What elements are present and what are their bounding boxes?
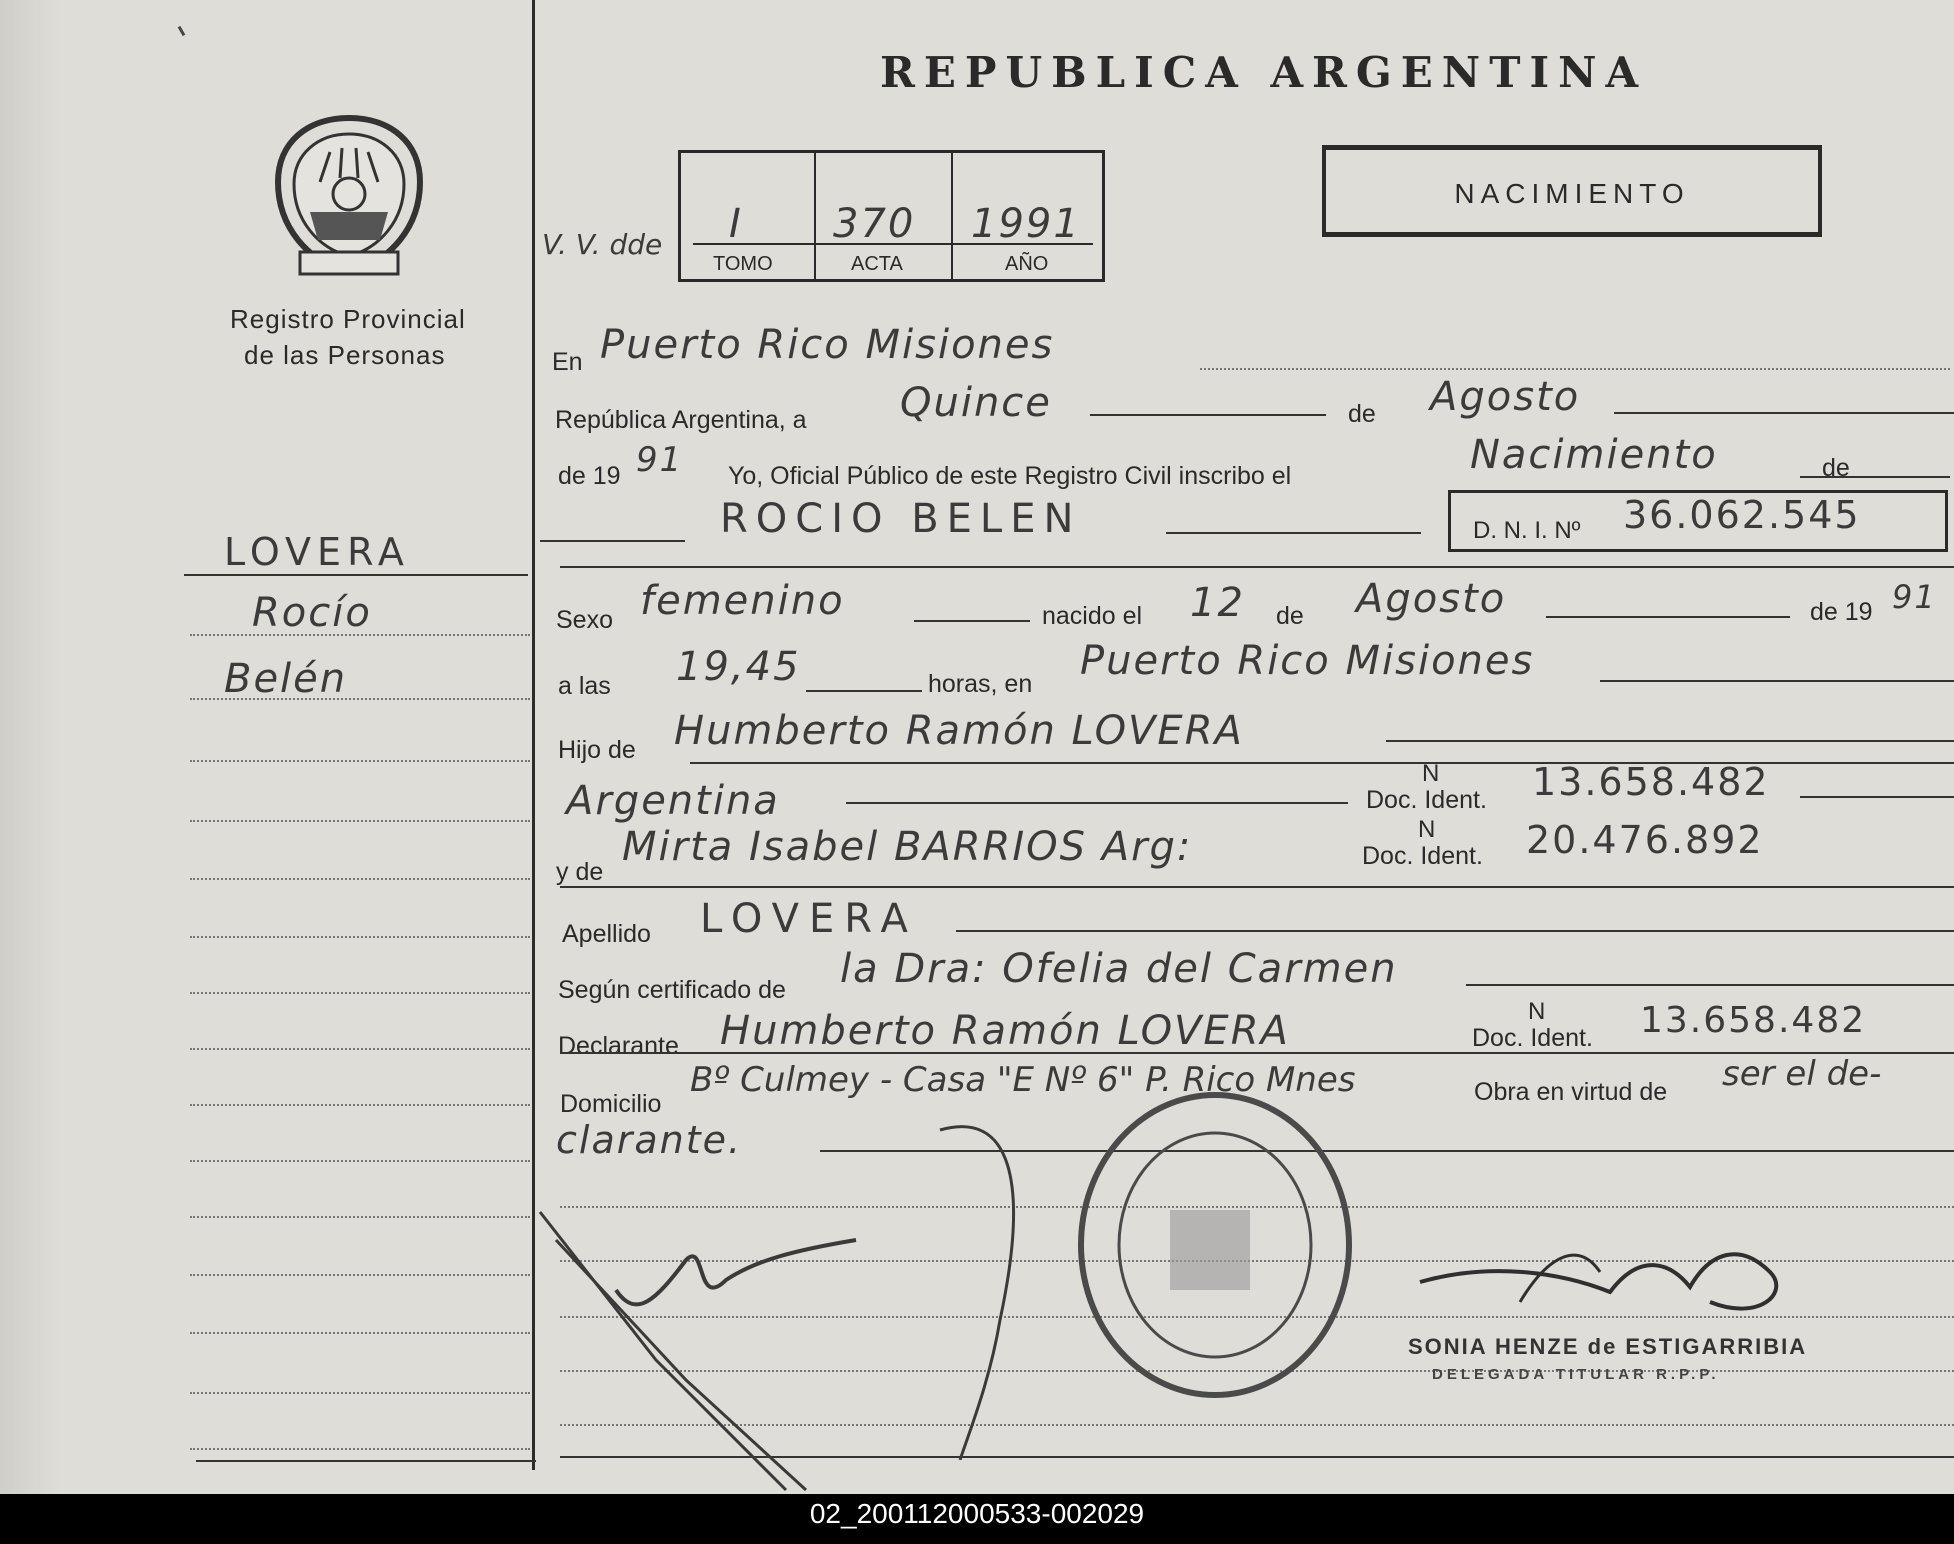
child-name-value: ROCIO BELEN [720,496,1082,542]
officer-title: DELEGADA TITULAR R.P.P. [1432,1366,1720,1383]
segun-label: Según certificado de [558,976,786,1004]
registry-line-1: Registro Provincial [230,304,466,334]
obra-value-2: clarante. [556,1118,743,1162]
hijo-label: Hijo de [558,736,636,764]
domicilio-value: Bº Culmey - Casa "E Nº 6" P. Rico Mnes [690,1060,1356,1100]
birth-day-value: 12 [1190,580,1245,626]
republica-label: República Argentina, a [555,406,807,434]
officer-signature [1410,1232,1810,1347]
country-title: REPUBLICA ARGENTINA [880,48,1648,97]
official-stamp [1070,1080,1360,1415]
alas-label: a las [558,672,611,700]
pen-stroke-icon [920,1100,1040,1460]
officer-name: SONIA HENZE de ESTIGARRIBIA [1408,1334,1808,1359]
domicilio-label: Domicilio [560,1090,662,1118]
yde-label: y de [556,858,604,886]
record-note: V. V. dde [542,228,663,261]
declarante-label: Declarante [558,1032,679,1060]
father-doc-n: N [1422,760,1440,787]
margin-surname: LOVERA [224,530,410,574]
mother-doc-n: N [1418,816,1436,843]
horas-label: horas, en [928,670,1033,698]
tomo-value: I [729,201,743,247]
record-type-label: NACIMIENTO [1454,178,1690,209]
de19-label: de 19 [558,462,621,490]
declarante-doc-label: Doc. Ident. [1472,1024,1593,1052]
place-value: Puerto Rico Misiones [600,322,1055,368]
year-suffix-value: 91 [636,440,684,480]
month-value: Agosto [1430,374,1581,420]
officer-signature-scribble-icon [1410,1232,1810,1342]
signature-scribble-icon [536,1200,936,1494]
day-words-value: Quince [900,380,1052,426]
page-fold-shadow [0,0,62,1494]
registry-line-2: de las Personas [244,340,446,370]
tomo-label: TOMO [713,253,773,275]
vertical-pen-stroke [920,1100,1040,1465]
oficial-text: Yo, Oficial Público de este Registro Civil inscribo el [728,462,1292,490]
sexo-value: femenino [640,578,845,624]
stray-mark [178,26,186,36]
round-stamp-icon [1070,1080,1360,1410]
column-divider [532,0,535,1470]
record-type-box [1322,145,1822,237]
de-label: de [1348,400,1376,428]
acta-label: ACTA [851,253,903,275]
declarant-signature [536,1200,936,1494]
certificado-value: la Dra: Ofelia del Carmen [840,946,1398,992]
declarante-doc-value: 13.658.482 [1640,1000,1867,1041]
caption-bar [0,1494,1954,1544]
father-name-value: Humberto Ramón LOVERA [674,708,1244,754]
nacido-label: nacido el [1042,602,1143,630]
birth-time-value: 19,45 [676,644,801,690]
father-doc-label: Doc. Ident. [1366,786,1487,814]
margin-name-2: Belén [224,656,348,702]
sexo-label: Sexo [556,606,613,634]
acto-value: Nacimiento [1470,432,1718,478]
obra-label: Obra en virtud de [1474,1078,1668,1106]
mother-doc-label: Doc. Ident. [1362,842,1483,870]
mother-doc-value: 20.476.892 [1526,818,1764,862]
acta-value: 370 [833,201,916,247]
birth-year-value: 91 [1892,578,1937,616]
dni-value: 36.062.545 [1623,493,1861,537]
dni-label: D. N. I. Nº [1473,517,1581,544]
en-label: En [552,348,583,376]
misiones-coat-of-arms-icon [270,112,428,284]
apellido-value: LOVERA [700,896,918,942]
declarante-value: Humberto Ramón LOVERA [720,1008,1290,1054]
mother-name-value: Mirta Isabel BARRIOS Arg: [622,824,1193,870]
birth-month-value: Agosto [1356,576,1507,622]
record-number-box [678,150,1105,282]
de2-label: de [1276,602,1304,630]
province-seal [270,112,428,284]
father-doc-value: 13.658.482 [1532,760,1770,804]
birth-place-value: Puerto Rico Misiones [1080,638,1535,684]
document-code: 02_200112000533-002029 [809,1498,1145,1529]
ano-label: AÑO [1005,253,1049,275]
ano-value: 1991 [971,201,1081,247]
de-end-label: de [1822,454,1850,482]
father-nationality-value: Argentina [566,778,780,824]
declarante-doc-n: N [1528,998,1546,1025]
de19b-label: de 19 [1810,598,1873,626]
margin-name-1: Rocío [252,590,372,636]
obra-value: ser el de- [1722,1054,1882,1094]
apellido-label: Apellido [562,920,651,948]
dni-box [1448,490,1948,552]
